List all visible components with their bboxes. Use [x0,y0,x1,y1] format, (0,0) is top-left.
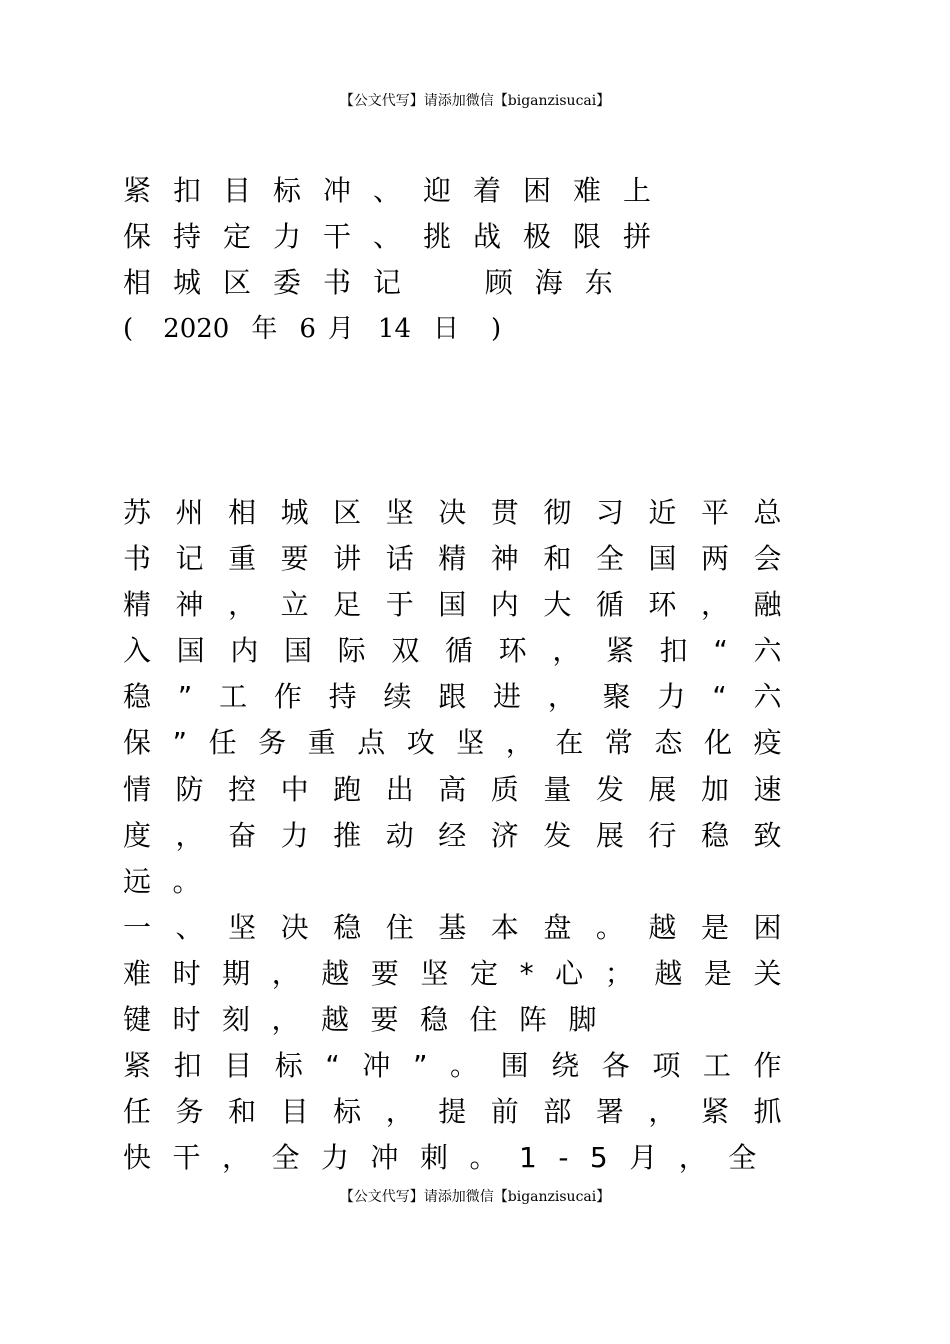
author-line: 相城区委书记 顾海东 [123,266,635,299]
date-month: 6 [299,314,316,344]
watermark-footer: 【公文代写】请添加微信【biganzisucai】 [339,1189,611,1205]
title-block [123,168,823,352]
date-open-paren: ( [123,314,134,344]
paragraph-intro: 苏州相城区坚决贯彻习近平总书记重要讲话精神和全国两会精神，立足于国内大循环，融入国内国际双循环，紧扣“六稳”工作持续跟进，聚力“六保”任务重点攻坚，在常态化疫情防控中跑出高质量发展加速度，奋力推动经济发展行稳致远。 [123,496,803,898]
date-day-unit: 日 [433,314,460,344]
watermark-header: 【公文代写】请添加微信【biganzisucai】 [339,93,611,109]
date-year-unit: 年 [251,314,278,344]
title-line-1: 紧扣目标冲、迎着困难上 [123,174,674,207]
paragraph-section-one: 一、坚决稳住基本盘。越是困难时期，越要坚定*心；越是关键时刻，越要稳住阵脚 [123,910,803,1037]
date-close-paren: ) [491,314,502,344]
title-line-2: 保持定力干、挑战极限拼 [123,220,674,253]
date-line [123,306,823,352]
paragraph-target-rush: 紧扣目标“冲”。围绕各项工作任务和目标，提前部署，紧抓快干，全力冲刺。1-5月，全 [123,1049,803,1175]
date-year: 2020 [163,314,230,344]
date-month-unit: 月 [327,314,354,344]
body-text [123,490,803,1181]
date-day: 14 [377,314,411,344]
